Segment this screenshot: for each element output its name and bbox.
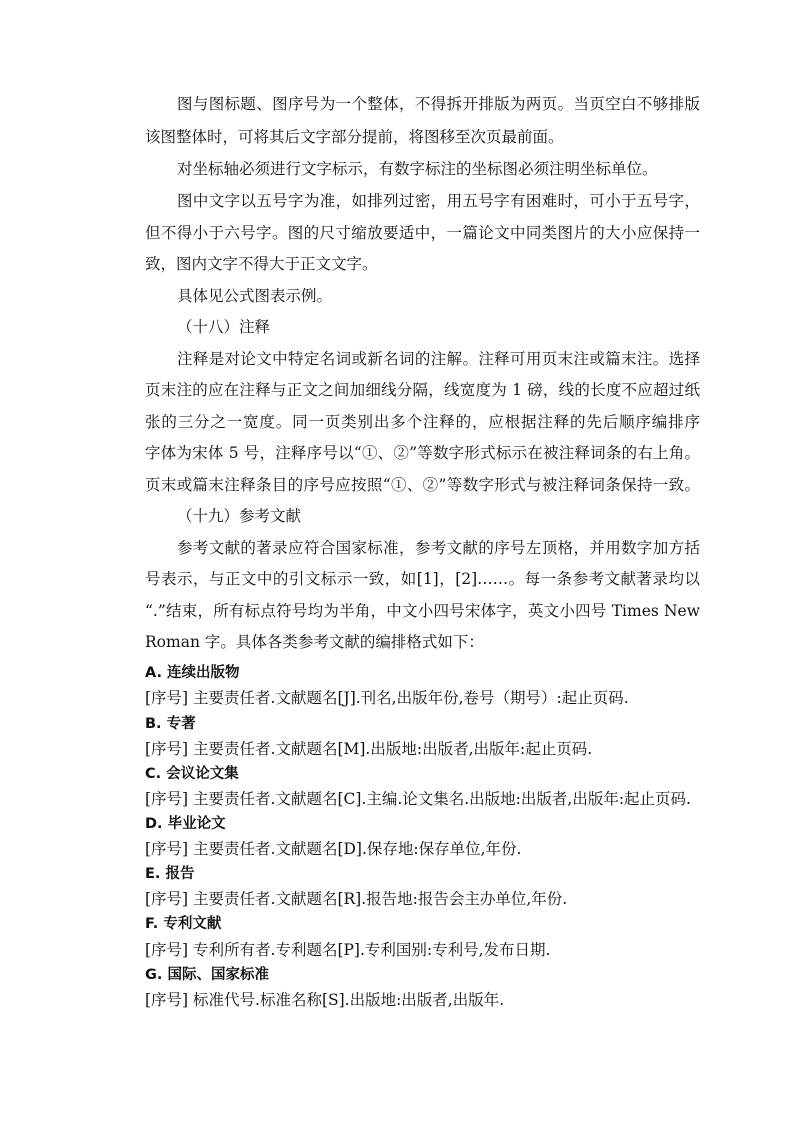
- reference-format: [序号] 主要责任者.文献题名[C].主编.论文集名.出版地:出版者,出版年:起止页码.: [145, 790, 691, 808]
- paragraph-line: 具体见公式图表示例。: [177, 287, 333, 305]
- paragraph-line: 字体为宋体 5 号，注释序号以“①、②”等数字形式标示在被注释词条的右上角。: [145, 444, 700, 462]
- paragraph-line: 致，图内文字不得大于正文文字。: [145, 255, 378, 273]
- paragraph-line: 图中文字以五号字为准，如排列过密，用五号字有困难时，可小于五号字，: [177, 192, 700, 210]
- reference-heading: G. 国际、国家标准: [145, 967, 269, 983]
- paragraph-line: 注释是对论文中特定名词或新名词的注解。注释可用页末注或篇末注。选择: [177, 350, 700, 368]
- reference-format: [序号] 主要责任者.文献题名[M].出版地:出版者,出版年:起止页码.: [145, 740, 593, 758]
- paragraph-line: 页末注的应在注释与正文之间加细线分隔，线宽度为 1 磅，线的长度不应超过纸: [145, 381, 700, 399]
- paragraph-line: Roman 字。具体各类参考文献的编排格式如下：: [145, 633, 484, 651]
- reference-heading: A. 连续出版物: [145, 665, 240, 681]
- reference-heading: C. 会议论文集: [145, 766, 239, 782]
- paragraph-line: “.”结束，所有标点符号均为半角，中文小四号宋体字，英文小四号 Times New: [145, 602, 700, 620]
- paragraph-line: 页末或篇末注释条目的序号应按照“①、②”等数字形式与被注释词条保持一致。: [145, 476, 700, 494]
- paragraph-line: 参考文献的著录应符合国家标准，参考文献的序号左顶格，并用数字加方括: [177, 539, 700, 557]
- paragraph-line: 该图整体时，可将其后文字部分提前，将图移至次页最前面。: [145, 128, 564, 146]
- paragraph-line: 对坐标轴必须进行文字标示，有数字标注的坐标图必须注明坐标单位。: [177, 160, 658, 178]
- reference-heading: D. 毕业论文: [145, 816, 226, 832]
- paragraph-line: 但不得小于六号字。图的尺寸缩放要适中，一篇论文中同类图片的大小应保持一: [145, 224, 700, 242]
- paragraph-line: 号表示，与正文中的引文标示一致，如[1]，[2]……。每一条参考文献著录均以: [145, 570, 700, 588]
- reference-format: [序号] 主要责任者.文献题名[J].刊名,出版年份,卷号（期号）:起止页码.: [145, 689, 629, 707]
- reference-format: [序号] 主要责任者.文献题名[R].报告地:报告会主办单位,年份.: [145, 890, 568, 908]
- reference-heading: E. 报告: [145, 866, 195, 882]
- section-heading: （十八）注释: [177, 318, 271, 336]
- reference-heading: F. 专利文献: [145, 916, 222, 932]
- reference-format: [序号] 标准代号.标准名称[S].出版地:出版者,出版年.: [145, 991, 505, 1009]
- paragraph-line: 图与图标题、图序号为一个整体，不得拆开排版为两页。当页空白不够排版: [177, 95, 700, 113]
- section-heading: （十九）参考文献: [177, 507, 302, 525]
- paragraph-line: 张的三分之一宽度。同一页类别出多个注释的，应根据注释的先后顺序编排序: [145, 413, 700, 431]
- reference-format: [序号] 专利所有者.专利题名[P].专利国别:专利号,发布日期.: [145, 941, 551, 959]
- reference-format: [序号] 主要责任者.文献题名[D].保存地:保存单位,年份.: [145, 840, 522, 858]
- reference-heading: B. 专著: [145, 716, 196, 732]
